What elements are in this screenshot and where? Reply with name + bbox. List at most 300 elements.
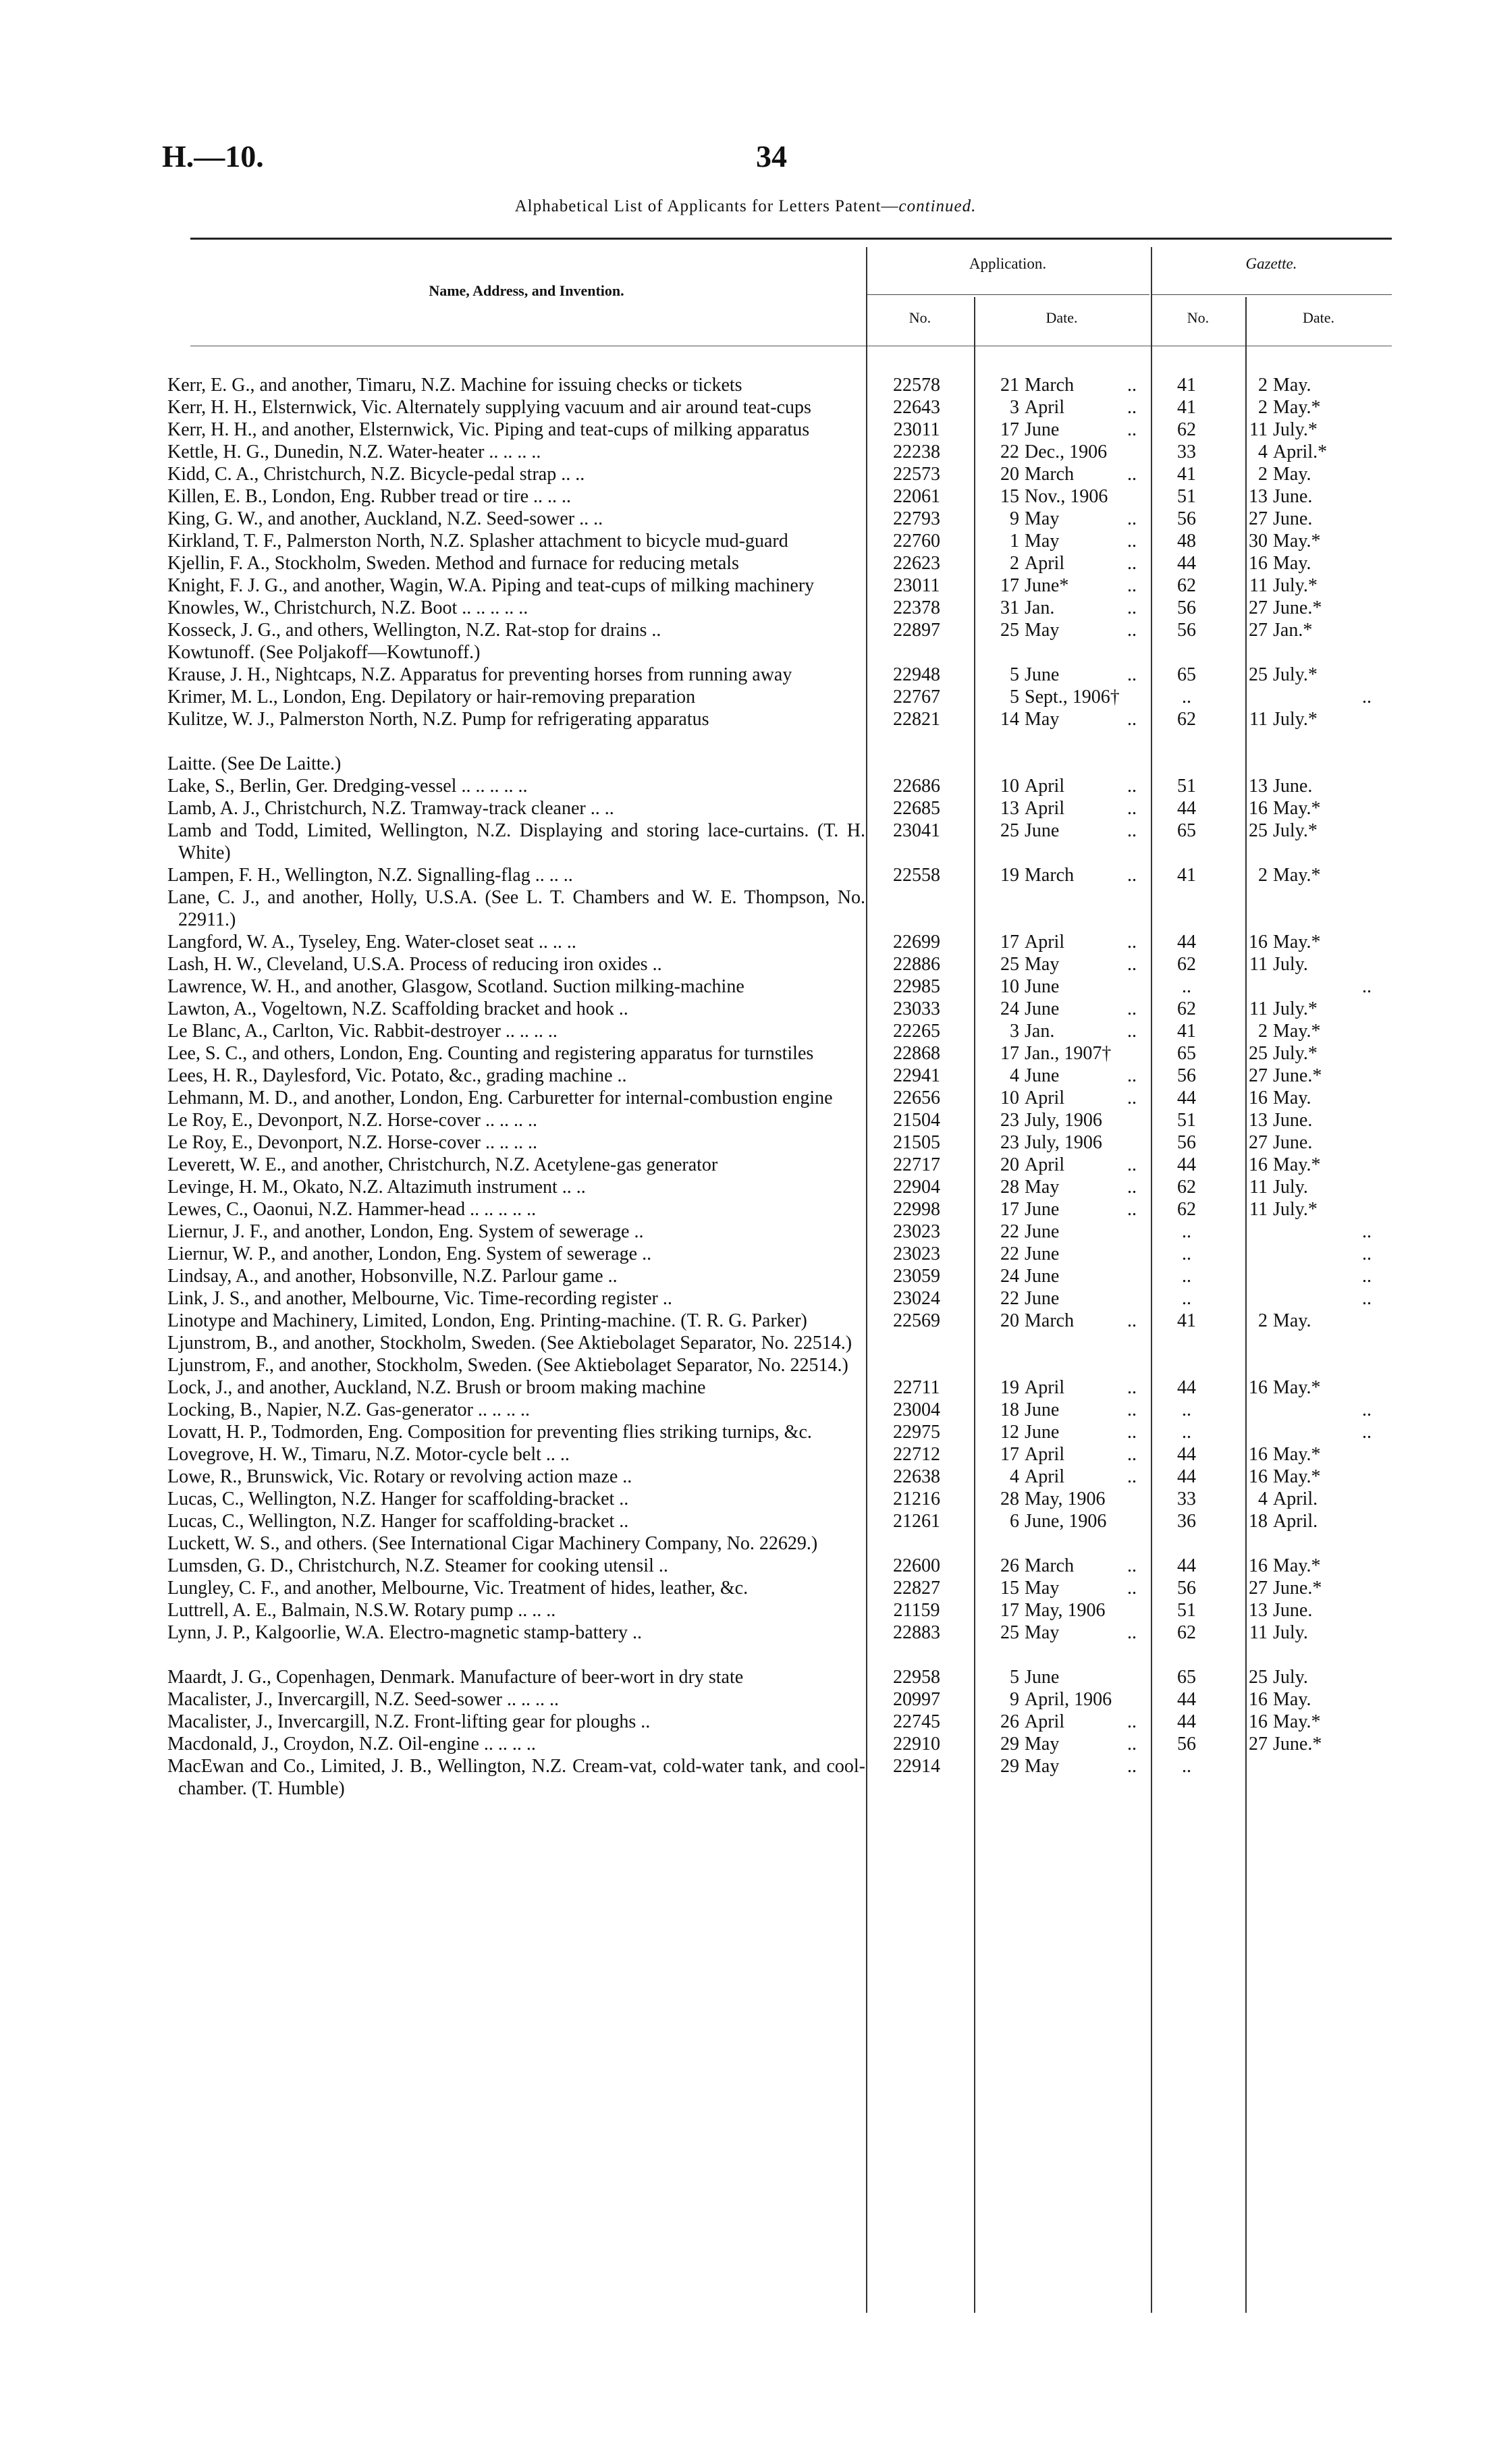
table-row [167,686,1396,708]
application-leader: .. [1127,1756,1137,1777]
table-row [167,1532,1396,1555]
applicant-entry: Lane, C. J., and another, Holly, U.S.A. (See L. T. Chambers and W. E. Thompson, No. 22911.) [167,887,865,930]
gazette-date [1227,1154,1389,1176]
application-day: 25 [1000,1622,1019,1643]
application-date [977,1131,1146,1154]
table-row [167,396,1396,419]
gazette-month: June. [1273,508,1313,529]
gazette-date [1227,975,1389,998]
gazette-day: 16 [1249,1689,1268,1710]
applicant-entry: Liernur, J. F., and another, London, Eng. System of sewerage .. [167,1221,644,1242]
application-date [977,1466,1146,1488]
gazette-date [1227,1421,1389,1443]
gazette-day: 16 [1249,1711,1268,1732]
gazette-number: 62 [1177,1199,1196,1220]
application-number: 23023 [893,1221,940,1242]
gazette-number: 41 [1177,865,1196,886]
application-day: 28 [1000,1177,1019,1198]
application-number: 22998 [893,1199,940,1220]
header-sub-rule-application [866,294,1149,295]
gazette-leader: .. [1362,1288,1372,1309]
application-number: 23041 [893,820,940,841]
applicant-entry: Kirkland, T. F., Palmerston North, N.Z. Splasher attachment to bicycle mud-guard [167,531,788,552]
application-number: 23033 [893,998,940,1019]
gazette-day: 16 [1249,932,1268,953]
applicant-entry: Krause, J. H., Nightcaps, N.Z. Apparatus for preventing horses from running away [167,664,792,685]
application-month: June [1025,1199,1060,1220]
title-continued: continued. [898,197,977,215]
application-day: 9 [1010,508,1019,529]
gazette-number: 33 [1177,1489,1196,1509]
gazette-number: 62 [1177,419,1196,440]
application-number: 22883 [893,1622,940,1643]
application-leader: .. [1127,1199,1137,1220]
gazette-day: 16 [1249,1154,1268,1175]
applicant-entry: Lewes, C., Oaonui, N.Z. Hammer-head .. .. .. .. .. [167,1199,537,1220]
application-number: 21504 [893,1110,940,1131]
application-day: 26 [1000,1711,1019,1732]
application-leader: .. [1127,575,1137,596]
applicant-entry: Lock, J., and another, Auckland, N.Z. Brush or broom making machine [167,1377,706,1398]
application-month: April [1025,776,1065,797]
gazette-day: 4 [1258,441,1268,462]
gazette-month: May. [1273,1310,1311,1331]
gazette-month: May.* [1273,531,1321,552]
gazette-month: June.* [1273,1578,1322,1599]
application-day: 17 [1000,419,1019,440]
gazette-month: June.* [1273,1734,1322,1755]
application-date [977,864,1146,886]
applicant-entry: Lucas, C., Wellington, N.Z. Hanger for scaffolding-bracket .. [167,1511,629,1532]
application-number: 22793 [893,508,940,529]
gazette-date [1227,396,1389,419]
application-number: 20997 [893,1689,940,1710]
table-row [167,441,1396,463]
applicant-entry: Lehmann, M. D., and another, London, Eng. Carburetter for internal-combustion engine [167,1088,833,1108]
application-number: 23024 [893,1288,940,1309]
application-number: 23011 [893,575,940,596]
gazette-day: 27 [1249,597,1268,618]
applicant-entry: Kjellin, F. A., Stockholm, Sweden. Method and furnace for reducing metals [167,553,739,574]
application-month: Dec., 1906 [1025,441,1108,462]
gazette-number: .. [1182,1288,1191,1309]
application-date [977,664,1146,686]
gazette-day: 16 [1249,1088,1268,1108]
gazette-month: May.* [1273,932,1321,953]
application-date [977,1265,1146,1287]
application-leader: .. [1127,1622,1137,1643]
gazette-day: 2 [1258,464,1268,485]
gazette-number: 41 [1177,1021,1196,1042]
application-day: 29 [1000,1734,1019,1755]
application-number: 22760 [893,531,940,552]
gazette-day: 13 [1249,1600,1268,1621]
gazette-month: July. [1273,954,1308,975]
applicant-entry: Macalister, J., Invercargill, N.Z. Seed-sower .. .. .. .. [167,1689,559,1710]
application-number: 22745 [893,1711,940,1732]
gazette-date [1227,619,1389,641]
applicant-entry: Lake, S., Berlin, Ger. Dredging-vessel .. .. .. .. .. [167,776,528,797]
application-number: 22985 [893,976,940,997]
application-leader: .. [1127,1422,1137,1443]
application-day: 10 [1000,1088,1019,1108]
application-day: 3 [1010,397,1019,418]
applicant-entry: Link, J. S., and another, Melbourne, Vic. Time-recording register .. [167,1288,672,1309]
application-day: 1 [1010,531,1019,552]
application-date [977,820,1146,842]
table-row [167,1733,1396,1755]
application-leader: .. [1127,1310,1137,1331]
gazette-number: 65 [1177,664,1196,685]
application-leader: .. [1127,1399,1137,1420]
gazette-date [1227,1243,1389,1265]
gazette-day: 2 [1258,1310,1268,1331]
gazette-month: May.* [1273,1466,1321,1487]
gazette-leader: .. [1362,1243,1372,1264]
table-row [167,619,1396,641]
header-gazette: Gazette. [1245,255,1297,272]
application-month: April [1025,798,1065,819]
gazette-number: 48 [1177,531,1196,552]
applicant-entry: Lamb, A. J., Christchurch, N.Z. Tramway-track cleaner .. .. [167,798,614,819]
application-month: May [1025,1734,1060,1755]
application-date [977,641,1146,664]
applicant-entry: MacEwan and Co., Limited, J. B., Wellington, N.Z. Cream-vat, cold-water tank, and cool-chamber. (T. Humble) [167,1756,865,1799]
application-number: 21159 [893,1600,940,1621]
gazette-day: 2 [1258,1021,1268,1042]
application-leader: .. [1127,709,1137,730]
applicant-entry: King, G. W., and another, Auckland, N.Z. Seed-sower .. .. [167,508,603,529]
applicant-entry: Lumsden, G. D., Christchurch, N.Z. Steamer for cooking utensil .. [167,1555,668,1576]
gazette-leader: .. [1362,1399,1372,1420]
gazette-day: 16 [1249,1377,1268,1398]
gazette-date [1227,797,1389,820]
application-day: 3 [1010,1021,1019,1042]
application-leader: .. [1127,1444,1137,1465]
application-day: 22 [1000,1288,1019,1309]
application-leader: .. [1127,1177,1137,1198]
gazette-date [1227,485,1389,508]
applicant-entry: Langford, W. A., Tyseley, Eng. Water-closet seat .. .. .. [167,932,576,953]
gazette-number: 44 [1177,1154,1196,1175]
application-number: 22711 [893,1377,940,1398]
gazette-month: July. [1273,1177,1308,1198]
header-sub-rule-gazette [1151,294,1392,295]
table-row [167,1466,1396,1488]
application-date [977,1755,1146,1777]
application-day: 15 [1000,486,1019,507]
application-date [977,619,1146,641]
application-date [977,508,1146,530]
gazette-date [1227,463,1389,485]
application-month: May [1025,1578,1060,1599]
gazette-day: 16 [1249,798,1268,819]
table-row [167,953,1396,975]
table-row [167,1287,1396,1310]
header-gaz-no: No. [1187,309,1210,326]
gazette-date [1227,820,1389,842]
gazette-date [1227,1087,1389,1109]
gazette-month: May.* [1273,1444,1321,1465]
header-application: Application. [969,255,1047,272]
gazette-day: 11 [1249,1199,1268,1220]
gazette-date [1227,1688,1389,1711]
application-number: 22897 [893,620,940,641]
application-date [977,1688,1146,1711]
table-row [167,574,1396,597]
application-day: 22 [1000,441,1019,462]
application-date [977,1154,1146,1176]
application-month: June [1025,976,1060,997]
application-number: 23004 [893,1399,940,1420]
application-day: 5 [1010,687,1019,707]
table-row [167,419,1396,441]
application-date [977,1399,1146,1421]
gazette-number: 51 [1177,1600,1196,1621]
gazette-month: May.* [1273,1154,1321,1175]
gazette-day: 27 [1249,1578,1268,1599]
application-month: March [1025,464,1075,485]
application-day: 5 [1010,664,1019,685]
applicant-entry: Lovatt, H. P., Todmorden, Eng. Composition for preventing flies striking turnips, &c. [167,1422,812,1443]
application-leader: .. [1127,954,1137,975]
applicant-entry: Locking, B., Napier, N.Z. Gas-generator .. .. .. .. [167,1399,530,1420]
gazette-day: 11 [1249,709,1268,730]
application-number: 23011 [893,419,940,440]
application-number: 22910 [893,1734,940,1755]
application-day: 17 [1000,1199,1019,1220]
application-day: 14 [1000,709,1019,730]
gazette-day: 25 [1249,664,1268,685]
application-month: March [1025,375,1075,396]
application-day: 20 [1000,1310,1019,1331]
application-number: 23023 [893,1243,940,1264]
application-month: June [1025,1065,1060,1086]
application-day: 17 [1000,1444,1019,1465]
gazette-leader: .. [1362,687,1372,707]
application-day: 29 [1000,1756,1019,1777]
gazette-number: 41 [1177,397,1196,418]
application-date [977,1376,1146,1399]
gazette-month: Jan.* [1273,620,1313,641]
gazette-day: 13 [1249,1110,1268,1131]
application-date [977,1711,1146,1733]
application-leader: .. [1127,1065,1137,1086]
page-number: 34 [756,139,787,173]
application-leader: .. [1127,375,1137,396]
header-app-date: Date. [1046,309,1078,326]
gazette-number: 56 [1177,1578,1196,1599]
application-month: March [1025,1555,1075,1576]
application-leader: .. [1127,531,1137,552]
application-leader: .. [1127,597,1137,618]
gazette-date [1227,1376,1389,1399]
application-date [977,1577,1146,1599]
page-title [0,197,1491,216]
applicant-entry: Killen, E. B., London, Eng. Rubber tread or tire .. .. .. [167,486,571,507]
application-leader: .. [1127,397,1137,418]
gazette-number: 62 [1177,954,1196,975]
gazette-day: 27 [1249,620,1268,641]
application-date [977,1488,1146,1510]
gazette-month: May.* [1273,397,1321,418]
application-day: 5 [1010,1667,1019,1688]
gazette-number: 62 [1177,709,1196,730]
gazette-month: April.* [1273,441,1328,462]
table-row [167,1265,1396,1287]
gazette-month: May. [1273,1088,1311,1108]
gazette-date [1227,1577,1389,1599]
application-day: 22 [1000,1221,1019,1242]
application-date [977,1421,1146,1443]
table-row [167,552,1396,574]
table-row [167,1198,1396,1221]
gazette-month: May. [1273,553,1311,574]
applicant-entry: Liernur, W. P., and another, London, Eng. System of sewerage .. [167,1243,652,1264]
applicant-entry: Laitte. (See De Laitte.) [167,753,342,774]
applicant-entry: Ljunstrom, B., and another, Stockholm, Sweden. (See Aktiebolaget Separator, No. 22514.) [167,1333,852,1354]
gazette-day: 27 [1249,1734,1268,1755]
gazette-month: April. [1273,1489,1318,1509]
gazette-number: 56 [1177,1132,1196,1153]
application-day: 25 [1000,620,1019,641]
gazette-month: June. [1273,1132,1313,1153]
gazette-day: 4 [1258,1489,1268,1509]
applicant-entry: Kosseck, J. G., and others, Wellington, N.Z. Rat-stop for drains .. [167,620,661,641]
application-leader: .. [1127,998,1137,1019]
application-month: April [1025,1088,1065,1108]
application-day: 26 [1000,1555,1019,1576]
application-leader: .. [1127,508,1137,529]
table-row [167,931,1396,953]
applicant-entry: Lash, H. W., Cleveland, U.S.A. Process of reducing iron oxides .. [167,954,662,975]
application-month: April [1025,1154,1065,1175]
application-leader: .. [1127,776,1137,797]
applicant-entry: Luckett, W. S., and others. (See International Cigar Machinery Company, No. 22629.) [167,1533,818,1554]
table-row [167,864,1396,886]
application-date [977,1599,1146,1622]
application-month: June [1025,1422,1060,1443]
gazette-month: July.* [1273,419,1318,440]
application-day: 25 [1000,954,1019,975]
applicant-entry: Kettle, H. G., Dunedin, N.Z. Water-heater .. .. .. .. [167,441,541,462]
table-row [167,530,1396,552]
table-row [167,485,1396,508]
applicant-entry: Lawton, A., Vogeltown, N.Z. Scaffolding bracket and hook .. [167,998,628,1019]
application-day: 25 [1000,820,1019,841]
gazette-month: June.* [1273,1065,1322,1086]
gazette-day: 16 [1249,1466,1268,1487]
table-row [167,1599,1396,1622]
applicant-entry: Macalister, J., Invercargill, N.Z. Front-lifting gear for ploughs .. [167,1711,651,1732]
application-number: 22685 [893,798,940,819]
application-number: 22914 [893,1756,940,1777]
gazette-date [1227,1666,1389,1688]
gazette-month: July.* [1273,1199,1318,1220]
application-date [977,797,1146,820]
gazette-date [1227,686,1389,708]
gazette-date [1227,1020,1389,1042]
applicant-entry: Le Roy, E., Devonport, N.Z. Horse-cover .. .. .. .. [167,1132,537,1153]
application-day: 13 [1000,798,1019,819]
header-app-no: No. [909,309,931,326]
gazette-date [1227,664,1389,686]
applicant-entry: Lungley, C. F., and another, Melbourne, Vic. Treatment of hides, leather, &c. [167,1578,749,1599]
application-date [977,1354,1146,1376]
gazette-month: June. [1273,776,1313,797]
gazette-number: 65 [1177,820,1196,841]
table-row [167,1109,1396,1131]
gazette-date [1227,1599,1389,1622]
gazette-leader: .. [1362,1422,1372,1443]
application-number: 21505 [893,1132,940,1153]
table-row [167,1131,1396,1154]
application-number: 22958 [893,1667,940,1688]
application-month: May [1025,531,1060,552]
application-number: 22623 [893,553,940,574]
application-date [977,1198,1146,1221]
gazette-date [1227,886,1389,909]
table-row [167,1688,1396,1711]
application-date [977,975,1146,998]
table-row [167,641,1396,664]
application-month: June, 1906 [1025,1511,1107,1532]
table-row [167,975,1396,998]
gazette-date [1227,1733,1389,1755]
application-month: July, 1906 [1025,1110,1102,1131]
application-date [977,530,1146,552]
gazette-date [1227,1287,1389,1310]
applicants-table [167,374,1396,1800]
applicant-entry: Kerr, H. H., Elsternwick, Vic. Alternately supplying vacuum and air around teat-cups [167,397,811,418]
gazette-date [1227,597,1389,619]
application-day: 19 [1000,865,1019,886]
gazette-number: 56 [1177,1065,1196,1086]
table-row [167,508,1396,530]
application-leader: .. [1127,664,1137,685]
application-day: 28 [1000,1489,1019,1509]
application-leader: .. [1127,1734,1137,1755]
application-leader: .. [1127,1711,1137,1732]
application-month: June [1025,1243,1060,1264]
applicant-entry: Le Blanc, A., Carlton, Vic. Rabbit-destroyer .. .. .. .. [167,1021,558,1042]
gazette-day: 16 [1249,553,1268,574]
table-row [167,1666,1396,1688]
gazette-day: 11 [1249,419,1268,440]
gazette-date [1227,1176,1389,1198]
gazette-number: 44 [1177,1377,1196,1398]
application-day: 17 [1000,1600,1019,1621]
applicant-entry: Lees, H. R., Daylesford, Vic. Potato, &c., grading machine .. [167,1065,627,1086]
table-row [167,1020,1396,1042]
title-main: Alphabetical List of Applicants for Letters Patent— [514,197,899,215]
application-leader: .. [1127,419,1137,440]
application-date [977,998,1146,1020]
application-day: 23 [1000,1110,1019,1131]
application-date [977,1020,1146,1042]
gazette-day: 2 [1258,865,1268,886]
gazette-day: 25 [1249,820,1268,841]
application-day: 31 [1000,597,1019,618]
applicant-entry: Lawrence, W. H., and another, Glasgow, Scotland. Suction milking-machine [167,976,744,997]
table-row [167,1354,1396,1376]
table-row [167,1087,1396,1109]
application-date [977,1176,1146,1198]
gazette-number: 44 [1177,798,1196,819]
gazette-month: July.* [1273,575,1318,596]
application-date [977,574,1146,597]
applicant-entry: Linotype and Machinery, Limited, London, Eng. Printing-machine. (T. R. G. Parker) [167,1310,807,1331]
